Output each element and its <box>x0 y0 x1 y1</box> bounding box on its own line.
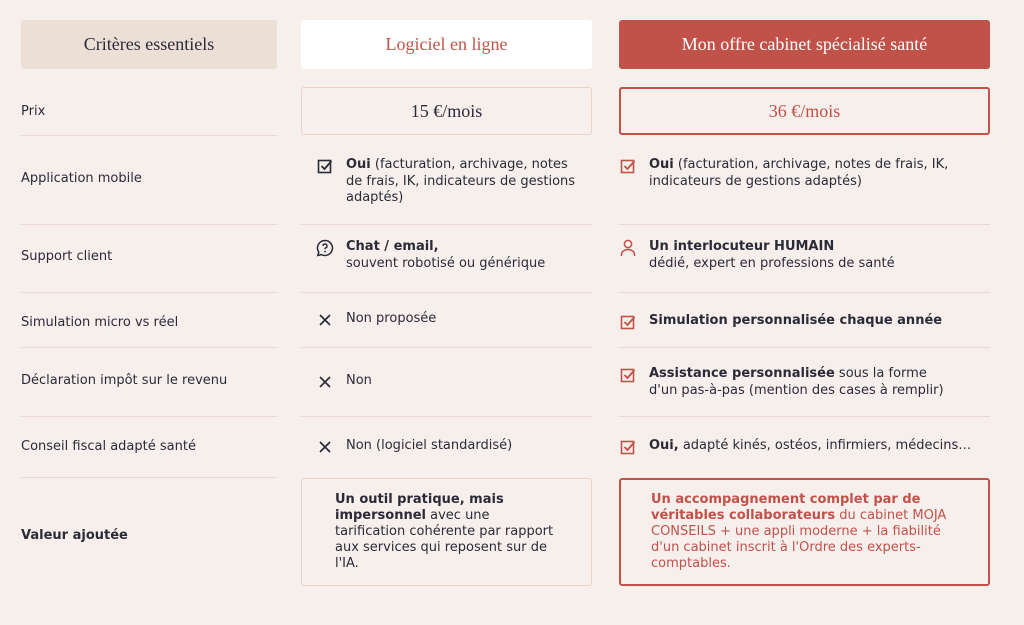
simulation-online-text: Non proposée <box>346 311 437 326</box>
chat-question-icon <box>316 239 334 257</box>
row-label-price: Prix <box>21 103 46 119</box>
simulation-offer-cell <box>619 313 979 331</box>
row-divider <box>301 292 592 293</box>
row-divider <box>301 416 592 417</box>
row-divider <box>21 135 277 136</box>
mobile-offer-cell <box>619 157 979 190</box>
conseil-offer-cell <box>619 438 989 456</box>
row-divider <box>21 416 277 417</box>
cross-icon <box>316 311 334 329</box>
row-label-value: Valeur ajoutée <box>21 527 128 543</box>
price-online-value: 15 €/mois <box>410 100 483 121</box>
declaration-offer-cell <box>619 366 959 399</box>
row-label-simulation: Simulation micro vs réel <box>21 314 179 330</box>
checkbox-check-icon <box>619 366 637 384</box>
person-icon <box>619 239 637 257</box>
row-label-support: Support client <box>21 248 113 264</box>
header-criteria-label: Critères essentiels <box>83 34 215 54</box>
row-divider <box>301 224 592 225</box>
mobile-online-cell <box>316 157 586 207</box>
row-divider <box>21 224 277 225</box>
price-online <box>301 87 592 135</box>
header-criteria <box>21 20 277 69</box>
support-offer-text: Un interlocuteur HUMAIN dédié, expert en professions de santé <box>649 239 895 271</box>
support-online-cell <box>316 239 586 272</box>
checkbox-check-icon <box>619 438 637 456</box>
support-online-text: Chat / email, souvent robotisé ou générique <box>346 239 546 271</box>
declaration-online-cell <box>316 373 586 391</box>
support-offer-cell <box>619 239 979 272</box>
row-divider <box>21 347 277 348</box>
header-online-label: Logiciel en ligne <box>385 34 508 54</box>
price-offer-value: 36 €/mois <box>768 100 841 121</box>
header-offer <box>619 20 990 69</box>
row-divider <box>619 416 990 417</box>
declaration-online-text: Non <box>346 373 372 388</box>
row-label-declaration: Déclaration impôt sur le revenu <box>21 372 228 388</box>
row-divider <box>21 292 277 293</box>
row-divider <box>21 477 277 478</box>
checkbox-check-icon <box>619 157 637 175</box>
value-online-box <box>301 478 592 586</box>
row-divider <box>301 347 592 348</box>
conseil-online-text: Non (logiciel standardisé) <box>346 438 513 453</box>
value-offer-text: Un accompagnement complet par de véritables collaborateurs du cabinet MOJA CONSEILS + une appli moderne + la fiabilité d'un cabinet inscrit à l'Ordre des experts-comptables. <box>651 492 947 571</box>
simulation-offer-text: Simulation personnalisée chaque année <box>649 313 943 328</box>
declaration-offer-text: Assistance personnalisée sous la forme d'un pas-à-pas (mention des cases à remplir) <box>649 366 944 398</box>
checkbox-check-icon <box>316 157 334 175</box>
row-label-mobile: Application mobile <box>21 170 142 186</box>
header-offer-label: Mon offre cabinet spécialisé santé <box>681 34 928 54</box>
cross-icon <box>316 438 334 456</box>
row-divider <box>619 292 990 293</box>
conseil-online-cell <box>316 438 586 456</box>
simulation-online-cell <box>316 311 586 329</box>
mobile-online-text: Oui (facturation, archivage, notes de frais, IK, indicateurs de gestions adaptés) <box>346 157 576 205</box>
row-divider <box>619 347 990 348</box>
value-online-text: Un outil pratique, mais impersonnel avec une tarification cohérente par rapport aux services qui reposent sur de l'IA. <box>335 492 554 571</box>
conseil-offer-text: Oui, adapté kinés, ostéos, infirmiers, médecins… <box>649 438 972 453</box>
price-offer <box>619 87 990 135</box>
row-divider <box>619 224 990 225</box>
checkbox-check-icon <box>619 313 637 331</box>
value-offer-box <box>619 478 990 586</box>
cross-icon <box>316 373 334 391</box>
header-online-software <box>301 20 592 69</box>
row-label-conseil: Conseil fiscal adapté santé <box>21 438 196 454</box>
mobile-offer-text: Oui (facturation, archivage, notes de frais, IK, indicateurs de gestions adaptés) <box>649 157 949 189</box>
